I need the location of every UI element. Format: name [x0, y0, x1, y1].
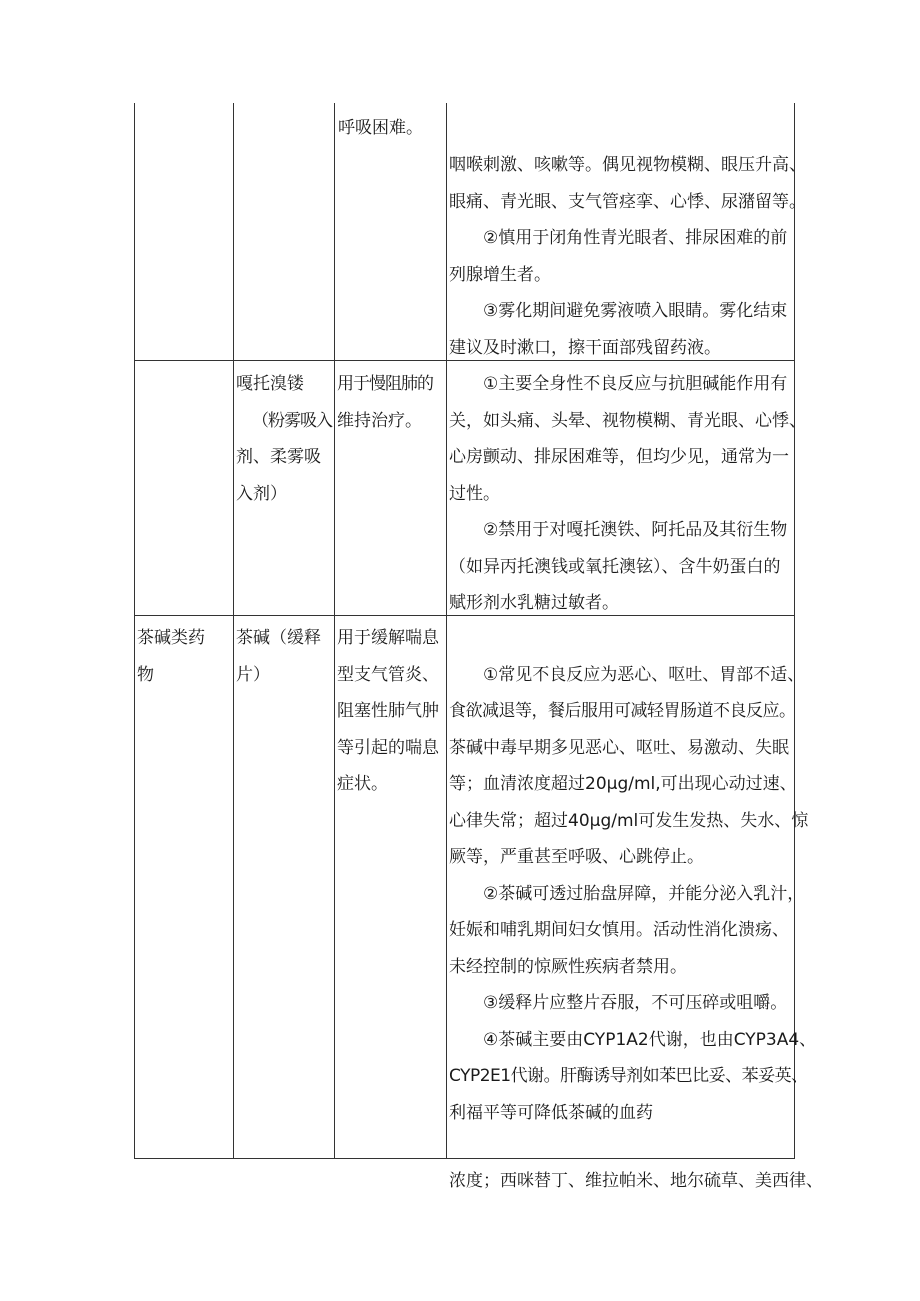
- row1-usage-line: 用于慢阻肺的: [337, 374, 433, 394]
- row1-usage-line: 维持治疗。: [337, 410, 422, 431]
- row2-category-line: 茶碱类药: [137, 628, 205, 648]
- table-col-divider-1: [233, 103, 234, 1159]
- row1-drug-line: 剂、柔雾吸: [236, 447, 321, 467]
- footer-continuation: [449, 1163, 823, 1200]
- row2-drug-cell: [236, 620, 321, 693]
- row2-notes-line: CYP2E1代谢。肝酶诱导剂如苯巴比妥、苯妥英、: [449, 1066, 808, 1086]
- row1-drug-line: 入剂）: [236, 483, 287, 504]
- row2-notes-line: 心律失常；超过40μg/ml可发生发热、失水、惊: [449, 810, 809, 831]
- row0-usage-cell: [338, 110, 423, 147]
- row2-notes-line: 妊娠和哺乳期间妇女慎用。活动性消化溃疡、: [449, 920, 789, 940]
- row2-notes-line: 食欲减退等，餐后服用可减轻胃肠道不良反应。: [449, 701, 796, 721]
- row2-usage-line: 等引起的喘息: [337, 737, 439, 758]
- row1-notes-cell: [449, 366, 806, 622]
- row2-notes-line: ①常见不良反应为恶心、呕吐、胃部不适、: [449, 664, 805, 685]
- row1-notes-line: （如异丙托澳钱或氧托澳铉）、含牛奶蛋白的: [449, 556, 781, 577]
- row1-usage-cell: [337, 366, 433, 439]
- row0-notes-line: 眼痛、青光眼、支气管痉挛、心悸、尿潴留等。: [449, 191, 806, 212]
- row0-notes-line: ②慎用于闭角性青光眼者、排尿困难的前: [449, 228, 788, 248]
- row1-notes-line: ②禁用于对嘎托澳铁、阿托品及其衍生物: [449, 520, 788, 540]
- row1-drug-line: 嘎托溴镂: [236, 374, 304, 394]
- row1-notes-line: 心房颤动、排尿困难等，但均少见，通常为一: [449, 447, 789, 467]
- row0-notes-line: 列腺增生者。: [449, 264, 551, 285]
- row0-notes-cell: [449, 147, 806, 366]
- footer-continuation-line: 浓度；西咪替丁、维拉帕米、地尔硫草、美西律、: [449, 1171, 823, 1191]
- row2-notes-line: 厥等，严重甚至呼吸、心跳停止。: [449, 847, 704, 867]
- row1-notes-line: ①主要全身性不良反应与抗胆碱能作用有: [449, 374, 788, 394]
- row1-notes-line: 关，如头痛、头晕、视物模糊、青光眼、心悸、: [449, 410, 806, 431]
- row0-notes-line: 咽喉刺激、咳嗽等。偶见视物模糊、眼压升高、: [449, 155, 806, 175]
- row2-usage-cell: [337, 620, 439, 803]
- row2-usage-line: 阻塞性肺气肿: [337, 701, 439, 721]
- row2-notes-line: 未经控制的惊厥性疾病者禁用。: [449, 956, 687, 977]
- row2-notes-line: ④茶碱主要由CYP1A2代谢，也由CYP3A4、: [449, 1029, 817, 1050]
- row2-usage-line: 用于缓解喘息: [337, 628, 439, 648]
- row2-notes-line: ②茶碱可透过胎盘屏障，并能分泌入乳汁，: [449, 883, 805, 904]
- table-bottom-border: [134, 1158, 795, 1159]
- row2-category-line: 物: [137, 664, 154, 685]
- row2-drug-line: 茶碱（缓释: [236, 628, 321, 648]
- row1-notes-line: 赋形剂水乳糖过敏者。: [449, 593, 619, 613]
- row2-notes-line: 利福平等可降低茶碱的血药: [449, 1102, 653, 1123]
- row2-notes-line: 茶碱中毒早期多见恶心、呕吐、易激动、失眠: [449, 737, 789, 758]
- table-col-divider-3: [446, 103, 447, 1159]
- table-col-divider-2: [334, 103, 335, 1159]
- row2-notes-line: ③缓释片应整片吞服，不可压碎或咀嚼。: [449, 993, 788, 1013]
- row1-notes-line: 过性。: [449, 483, 500, 504]
- row0-notes-line: ③雾化期间避免雾液喷入眼睛。雾化结束: [449, 301, 788, 321]
- table-left-border: [134, 103, 135, 1159]
- row2-usage-line: 型支气管炎、: [337, 664, 439, 685]
- row2-notes-cell: [449, 620, 816, 1131]
- row1-drug-cell: [236, 366, 332, 512]
- row0-usage-line: 呼吸困难。: [338, 118, 423, 138]
- row2-category-cell: [137, 620, 205, 693]
- row2-notes-line: 等；血清浓度超过20μg/ml,可出现心动过速、: [449, 774, 797, 794]
- row2-usage-line: 症状。: [337, 774, 388, 794]
- row2-drug-line: 片）: [236, 664, 270, 685]
- row0-notes-line: 建议及时漱口，擦干面部残留药液。: [449, 337, 721, 358]
- row2-notes-line: [449, 620, 816, 657]
- row1-drug-line: （粉雾吸入: [252, 410, 332, 431]
